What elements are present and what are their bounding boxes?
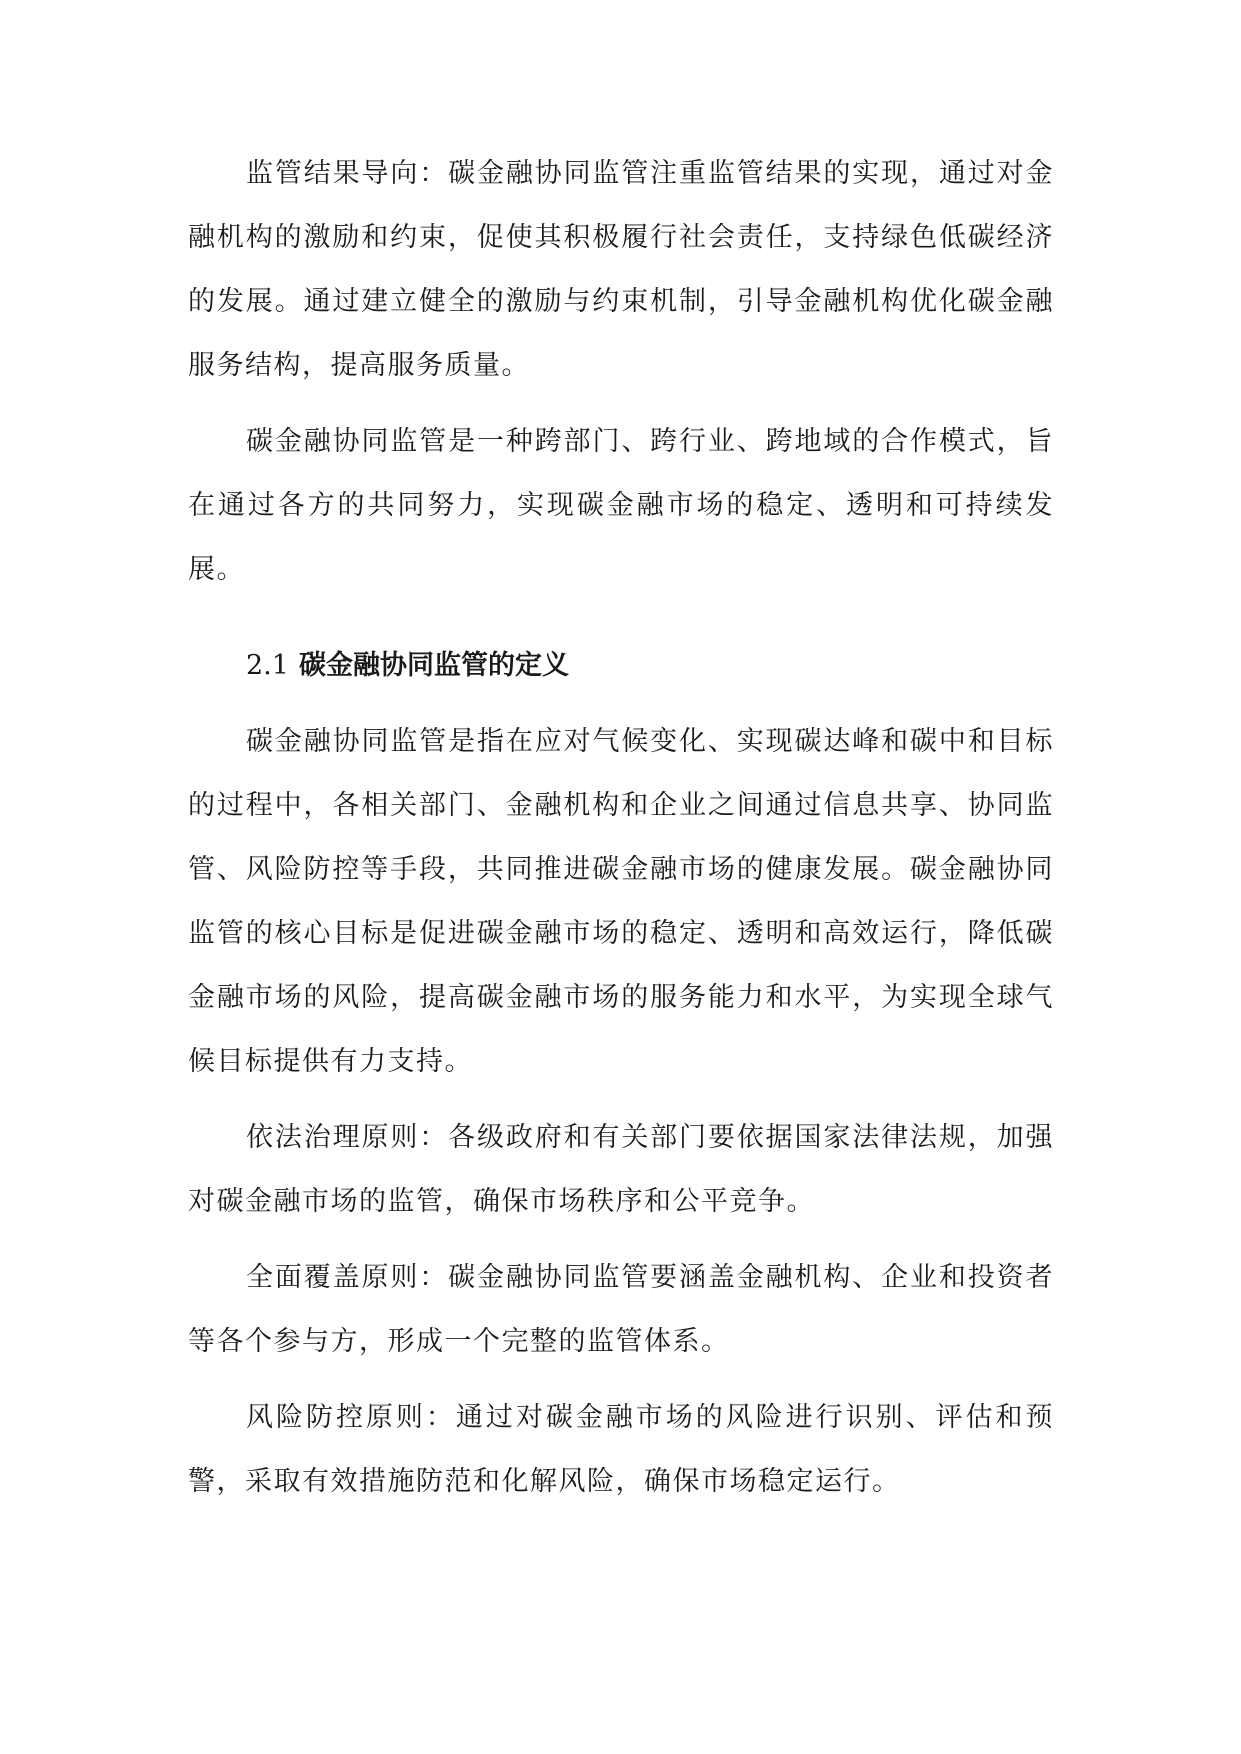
paragraph-results-oriented: 监管结果导向：碳金融协同监管注重监管结果的实现，通过对金融机构的激励和约束，促使其积极履行社会责任，支持绿色低碳经济的发展。通过建立健全的激励与约束机制，引导金融机构优化碳金融服务结构，提高服务质量。: [188, 158, 1054, 381]
section-title: 碳金融协同监管的定义: [298, 650, 569, 681]
paragraph-full-coverage-principle: 全面覆盖原则：碳金融协同监管要涵盖金融机构、企业和投资者等各个参与方，形成一个完整的监管体系。: [188, 1262, 1054, 1357]
section-heading: [188, 634, 1054, 698]
paragraph-gap: [188, 1374, 1054, 1386]
document-body: [188, 142, 1054, 1514]
paragraph-risk-control-principle: 风险防控原则：通过对碳金融市场的风险进行识别、评估和预警，采取有效措施防范和化解风险，确保市场稳定运行。: [188, 1402, 1054, 1497]
paragraph-gap: [188, 1234, 1054, 1246]
paragraph-gap: [188, 398, 1054, 410]
paragraph-definition: 碳金融协同监管是指在应对气候变化、实现碳达峰和碳中和目标的过程中，各相关部门、金融机构和企业之间通过信息共享、协同监管、风险防控等手段，共同推进碳金融市场的健康发展。碳金融协同监管的核心目标是促进碳金融市场的稳定、透明和高效运行，降低碳金融市场的风险，提高碳金融市场的服务能力和水平，为实现全球气候目标提供有力支持。: [188, 726, 1054, 1077]
section-number: 2.1: [246, 650, 289, 681]
paragraph-cooperation-model: 碳金融协同监管是一种跨部门、跨行业、跨地域的合作模式，旨在通过各方的共同努力，实现碳金融市场的稳定、透明和可持续发展。: [188, 426, 1054, 585]
paragraph-gap: [188, 1094, 1054, 1106]
paragraph-gap: [188, 698, 1054, 710]
paragraph-rule-of-law-principle: 依法治理原则：各级政府和有关部门要依据国家法律法规，加强对碳金融市场的监管，确保市场秩序和公平竞争。: [188, 1122, 1054, 1217]
section-gap: [188, 602, 1054, 634]
